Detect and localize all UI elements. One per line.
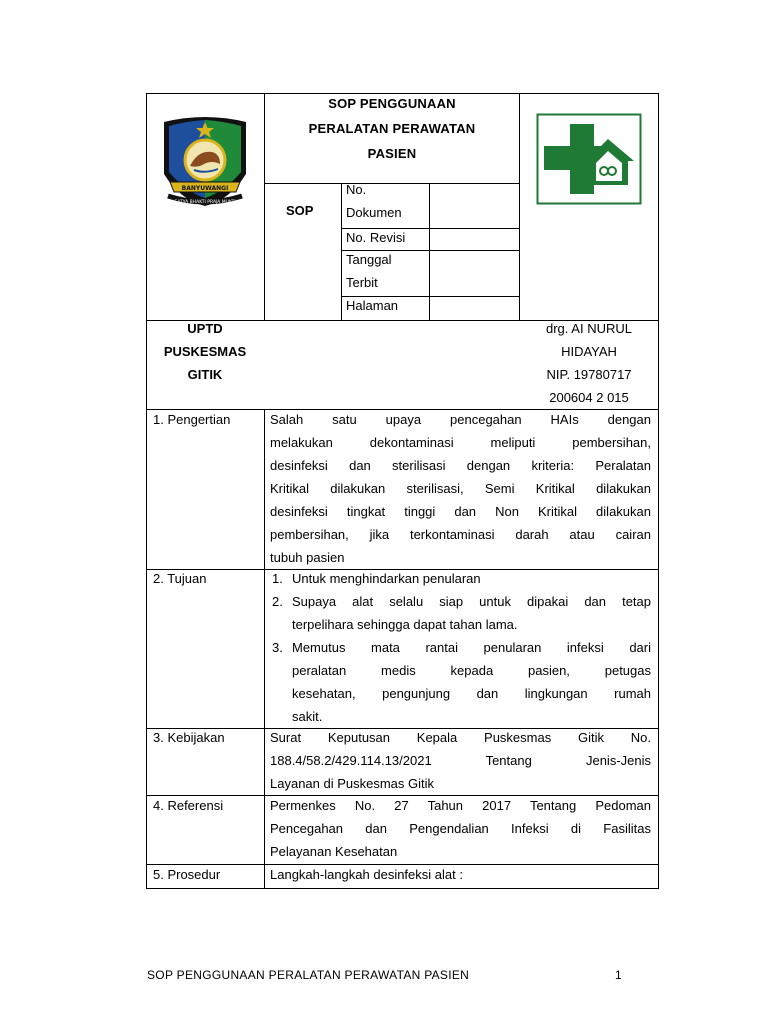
prosedur-content: Langkah-langkah desinfeksi alat :	[270, 867, 463, 882]
footer-page-number: 1	[615, 968, 622, 982]
sop-title-line-2: PERALATAN PERAWATAN	[308, 121, 476, 136]
kebijakan-content: Surat Keputusan Kepala Puskesmas Gitik No. 188.4/58.2/429.114.13/2021 Tentang Jenis-Jenis Layanan di Puskesmas Gitik	[270, 730, 651, 791]
referensi-label: 4. Referensi	[153, 798, 224, 813]
banyuwangi-regency-seal-icon	[160, 112, 250, 208]
prosedur-label: 5. Prosedur	[153, 867, 221, 882]
signer-nip-1: NIP. 19780717	[546, 367, 632, 382]
svg-text:BANYUWANGI: BANYUWANGI	[181, 185, 229, 192]
tujuan-item-1: 1. Untuk menghindarkan penularan	[272, 571, 481, 586]
referensi-content: Permenkes No. 27 Tahun 2017 Tentang Pedoman Pencegahan dan Pengendalian Infeksi di Fasilitas Pelayanan Kesehatan	[270, 798, 651, 859]
svg-text:SATYA BHAKTI PRAJA MUKTI: SATYA BHAKTI PRAJA MUKTI	[174, 200, 236, 205]
no-dokumen-label: No. Dokumen	[346, 182, 402, 220]
halaman-label: Halaman	[346, 298, 399, 313]
org-name: UPTD PUSKESMAS GITIK	[163, 321, 247, 382]
signer-name-2: HIDAYAH	[561, 344, 617, 359]
sop-title-line-3: PASIEN	[367, 146, 417, 161]
kebijakan-label: 3. Kebijakan	[153, 730, 225, 745]
sop-title	[264, 91, 520, 166]
signer-block	[520, 317, 658, 409]
no-revisi-label: No. Revisi	[346, 230, 406, 245]
footer-title: SOP PENGGUNAAN PERALATAN PERAWATAN PASIEN	[147, 968, 470, 982]
signer-name-1: drg. AI NURUL	[546, 321, 632, 336]
tujuan-item-2: 2. Supaya alat selalu siap untuk dipakai dan tetap terpelihara sehingga dapat tahan lama.	[272, 594, 651, 632]
tujuan-label: 2. Tujuan	[153, 571, 207, 586]
tujuan-item-3: 3. Memutus mata rantai penularan infeksi dari peralatan medis kepada pasien, petugas kesehatan, pengunjung dan lingkungan rumah sakit.	[272, 640, 651, 724]
signer-nip-2: 200604 2 015	[549, 390, 629, 405]
sop-label: SOP	[286, 203, 314, 218]
tujuan-list	[270, 567, 651, 728]
pengertian-content: Salah satu upaya pencegahan HAIs dengan melakukan dekontaminasi meliputi pembersihan, desinfeksi dan sterilisasi dengan kriteria: Peralatan Kritikal dilakukan sterilisasi, Semi Kritikal dilakukan desinfeksi tingkat tinggi dan Non Kritikal dilakukan pembersihan, jika terkontaminasi darah atau cairan tubuh pasien	[270, 412, 651, 565]
puskesmas-cross-house-icon	[536, 113, 642, 205]
tanggal-terbit-label: Tanggal Terbit	[346, 252, 392, 290]
pengertian-label: 1. Pengertian	[153, 412, 231, 427]
sop-title-line-1: SOP PENGGUNAAN	[328, 96, 456, 111]
